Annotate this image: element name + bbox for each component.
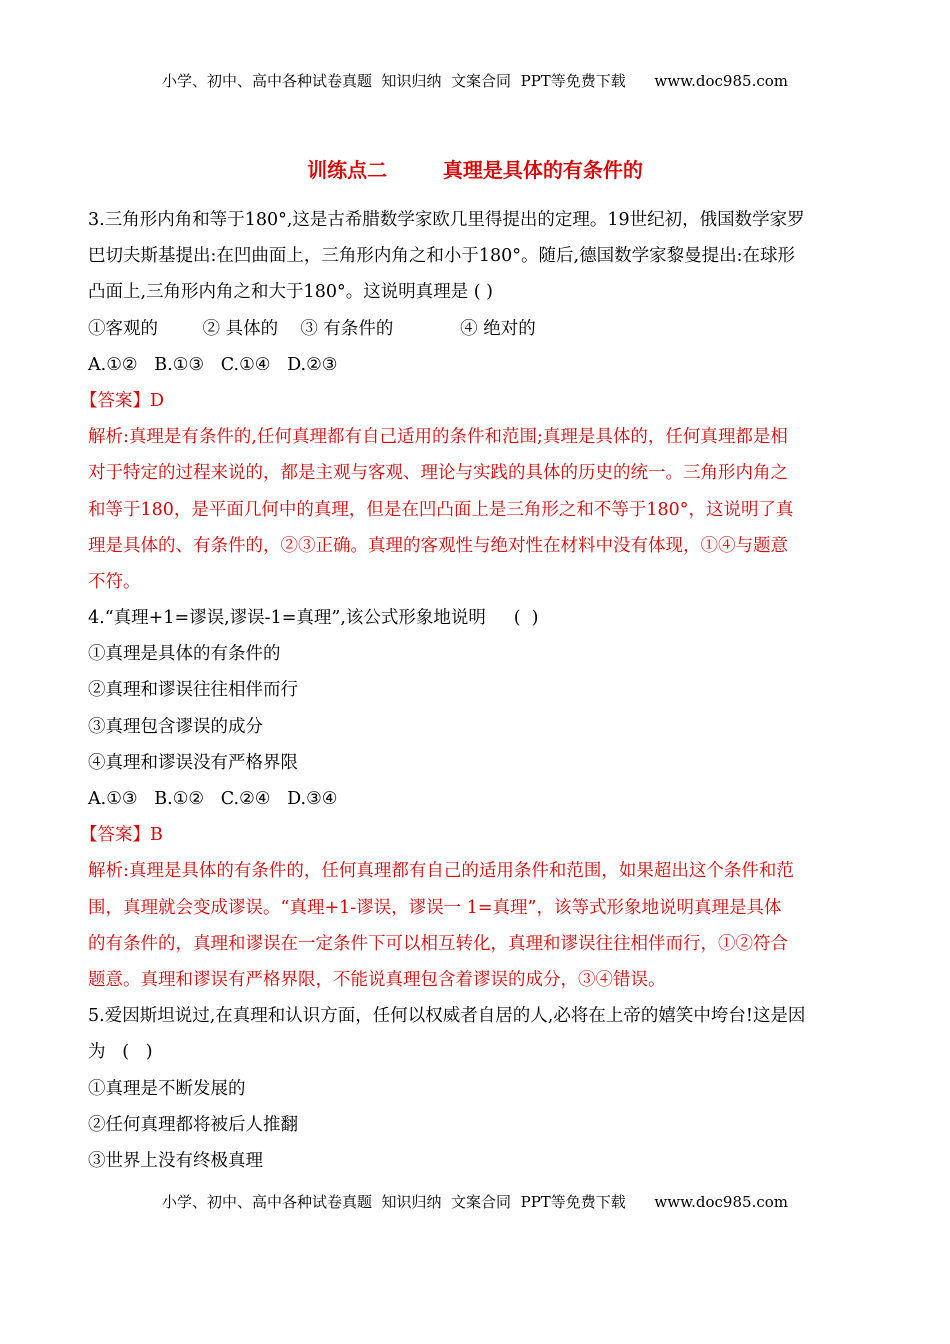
q3-stem-line: 凸面上,三角形内角之和大于180°。这说明真理是 ( ) — [88, 282, 493, 303]
q4-option: ②真理和谬误往往相伴而行 — [88, 680, 298, 701]
q5-option: ②任何真理都将被后人推翻 — [88, 1114, 298, 1135]
q4-analysis-line: 围，真理就会变成谬误。“真理+1-谬误，谬误一 1=真理”，该等式形象地说明真理是具体 — [88, 897, 782, 918]
page-header: 小学、初中、高中各种试卷真题 知识归纳 文案合同 PPT等免费下载 www.doc985.com — [161, 72, 788, 90]
q4-analysis-line: 解析:真理是具体的有条件的，任何真理都有自己的适用条件和范围，如果超出这个条件和范 — [88, 861, 794, 882]
q4-option: ④真理和谬误没有严格界限 — [88, 752, 298, 773]
q4-option: ③真理包含谬误的成分 — [88, 716, 263, 737]
q3-analysis-line: 对于特定的过程来说的，都是主观与客观、理论与实践的具体的历史的统一。三角形内角之 — [88, 463, 788, 484]
q3-analysis-line: 和等于180，是平面几何中的真理，但是在凹凸面上是三角形之和不等于180°，这说明了真 — [88, 499, 794, 520]
q3-options: ①客观的 ② 具体的 ③ 有条件的 ④ 绝对的 — [88, 318, 536, 339]
q4-stem: 4.“真理+1=谬误,谬误-1=真理”,该公式形象地说明 ( ) — [88, 608, 539, 629]
q3-analysis-line: 解析:真理是有条件的,任何真理都有自己适用的条件和范围;真理是具体的，任何真理都是相 — [88, 427, 788, 448]
q4-analysis-line: 的有条件的，真理和谬误在一定条件下可以相互转化，真理和谬误往往相伴而行，①②符合 — [88, 933, 788, 954]
q4-answer: 【答案】B — [80, 825, 163, 846]
page-footer: 小学、初中、高中各种试卷真题 知识归纳 文案合同 PPT等免费下载 www.doc985.com — [161, 1193, 788, 1211]
document-body — [80, 202, 868, 1179]
q3-choices: A.①② B.①③ C.①④ D.②③ — [88, 354, 338, 375]
q4-option: ①真理是具体的有条件的 — [88, 644, 281, 665]
q3-answer: 【答案】D — [80, 390, 165, 411]
q4-choices: A.①③ B.①② C.②④ D.③④ — [88, 789, 338, 809]
section-title: 训练点二 真理是具体的有条件的 — [307, 158, 643, 182]
q4-analysis-line: 题意。真理和谬误有严格界限，不能说真理包含着谬误的成分，③④错误。 — [88, 969, 666, 990]
q3-stem-line: 巴切夫斯基提出:在凹曲面上，三角形内角之和小于180°。随后,德国数学家黎曼提出:在球形 — [88, 246, 796, 267]
q5-stem-line: 为 ( ) — [88, 1042, 153, 1063]
q5-stem-line: 5.爱因斯坦说过,在真理和认识方面，任何以权威者自居的人,必将在上帝的嬉笑中垮台!这是因 — [88, 1006, 806, 1027]
q3-stem-line: 3.三角形内角和等于180°,这是古希腊数学家欧几里得提出的定理。19世纪初，俄国数学家罗 — [88, 210, 805, 230]
q3-analysis-line: 理是具体的、有条件的，②③正确。真理的客观性与绝对性在材料中没有体现，①④与题意 — [88, 535, 788, 556]
q5-option: ①真理是不断发展的 — [88, 1078, 246, 1099]
q3-analysis-line: 不符。 — [88, 571, 141, 592]
q5-option: ③世界上没有终极真理 — [88, 1150, 263, 1171]
